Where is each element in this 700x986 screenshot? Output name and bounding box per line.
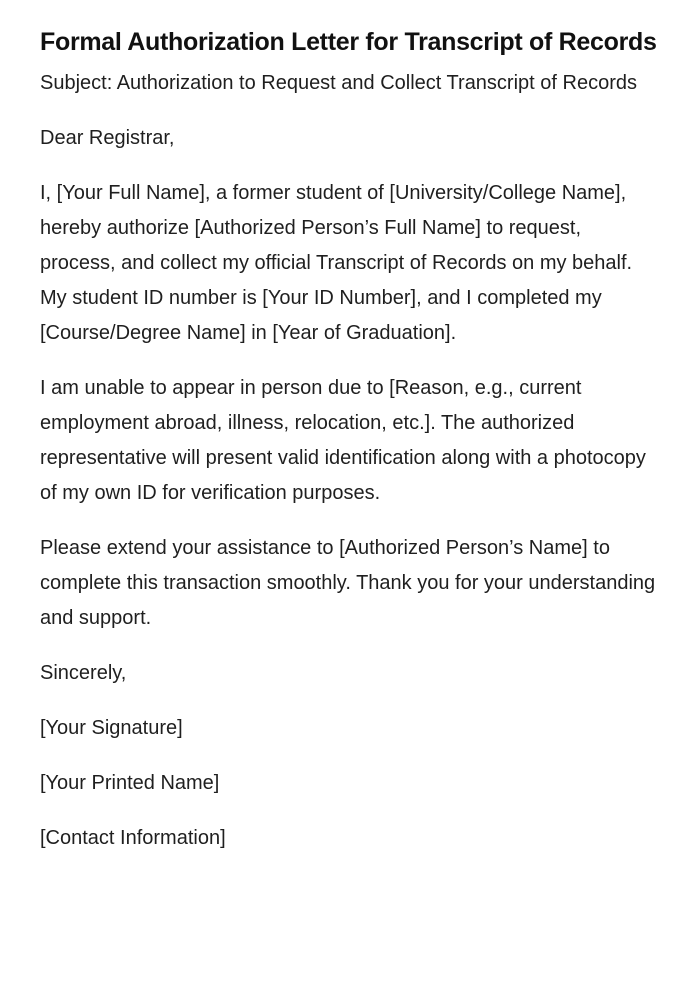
body-paragraph-thanks: Please extend your assistance to [Authorized Person’s Name] to complete this transaction smoothly. Thank you for your understanding and support. [40, 537, 656, 629]
closing: Sincerely, [40, 662, 127, 684]
signature-placeholder: [Your Signature] [40, 717, 183, 739]
body-paragraph-reason: I am unable to appear in person due to [Reason, e.g., current employment abroad, illness, relocation, etc.]. The authorized representative will present valid identification along with a photocopy of my own ID for verification purposes. [40, 377, 646, 504]
body-paragraph-authorization: I, [Your Full Name], a former student of [University/College Name], hereby authorize [Authorized Person’s Full Name] to request, process, and collect my official Transcript of Records on my behalf. My student ID number is [Your ID Number], and I completed my [Course/Degree Name] in [Year of Graduation]. [40, 182, 633, 344]
salutation: Dear Registrar, [40, 127, 175, 149]
subject-line: Subject: Authorization to Request and Collect Transcript of Records [40, 72, 637, 94]
printed-name-placeholder: [Your Printed Name] [40, 772, 220, 794]
document-title: Formal Authorization Letter for Transcript of Records [40, 28, 657, 56]
contact-information-placeholder: [Contact Information] [40, 827, 226, 849]
